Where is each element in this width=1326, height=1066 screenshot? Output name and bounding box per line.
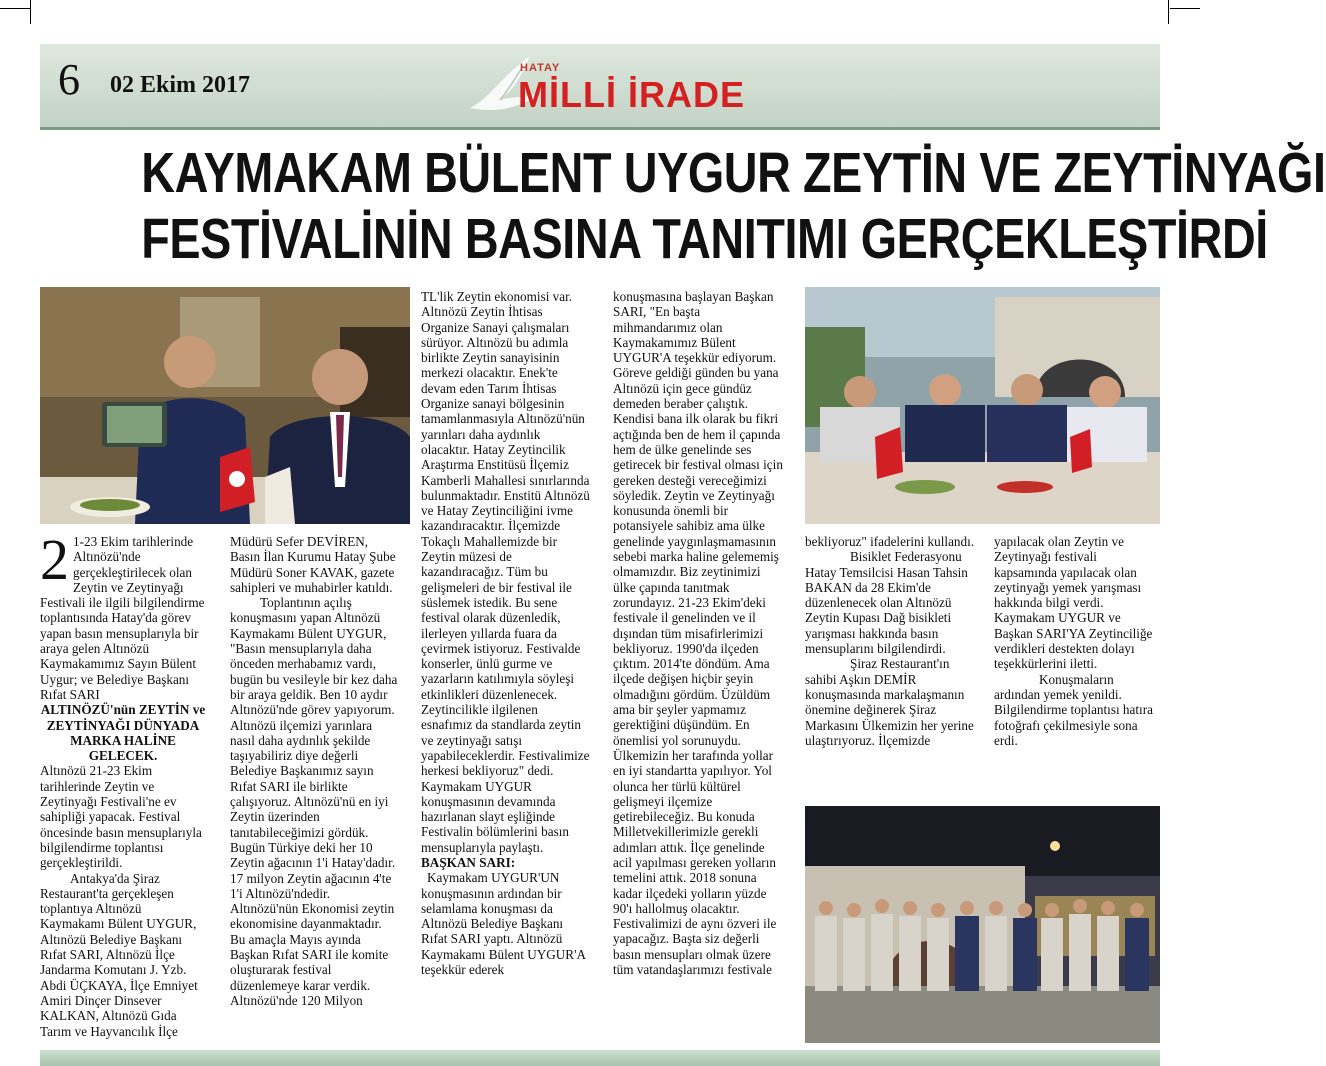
column-3-paragraph-1: TL'lik Zeytin ekonomisi var. Altınözü Zeytin İhtisas Organize Sanayi çalışmaları sürüyor. Altınözü bu adımla birlikte Zeytin sanayisinin merkezi olacaktır. Enek'te devam eden Tarım İhtisas Organize sanayi bölgesinin tamamlanmasıyla Altınözü'nün yarınları daha aydınlık olacaktır. Hatay Zeytincilik Araştırma Enstitüsü İlçemiz Kamberli Mahallesi sınırlarında bulunmaktadır. Enstitü Altınözü ve Hatay Zeytinciliğini ivme kazandıracaktır. İlçemizde Tokaçlı Mahallemizde bir Zeytin müzesi de kazandıracağız. Tüm bu gelişmeleri de bir festival ile süslemek istedik. Bu sene festival olarak düzenledik, ilerleyen yıllarda fuara da çevirmek istiyoruz. Festivalde konserler, ünlü gurme ve yazarların katılımıyla söyleşi etkinlikleri düzenlenecek. Zeytincilikle ilgilenen esnafımız da standlarda zeytin ve zeytinyağı satışı yapabileceklerdir. Festivalimize herkesi bekliyoruz" dedi. Kaymakam UYGUR konuşmasının devamında hazırlanan slayt eşliğinde Festivalin bölümlerini basın mensuplarıyla paylaştı. xyxy=(421,289,590,855)
photo-group-night xyxy=(805,806,1160,1043)
column-4-paragraph-1: konuşmasına başlayan Başkan SARI, "En başta mihmandarımız olan Kaymakamımız Bülent UYGUR'A teşekkür ediyorum. Göreve geldiği günden bu yana Altınözü için gece gündüz demeden beraber çalıştık. Kendisi bana ilk olarak bu fikri açtığında ben de hem il çapında hem de ülke genelinde ses getirecek bir festival olması için gereken desteği vereceğimizi söyledik. Zeytin ve Zeytinyağı konusunda önemli bir potansiyele sahibiz ama ülke genelinde yaygınlaşmamasının sebebi marka haline gelememiş olmamızdır. Biz zeytinimizi ülke çapında tanıtmak zorundayız. 21-23 Ekim'deki festivale il genelinden ve il dışından tüm misafirlerimizi bekliyoruz. 1990'da ilçeden çıktım. 2014'te döndüm. Ama ilçede değişen hiçbir şeyin olmadığını gördüm. Üzüldüm ama bir şeyler yapmamız gerektiğini düşündüm. En önemlisi yol sorunuydu. Ülkemizin her tarafında yollar en iyi standartta yapılıyor. Yol olunca her türlü kültürel gelişmeyi ilçemize getirebileceğiz. Bu konuda Milletvekillerimizle gerekli adımları attık. İlçe genelinde acil yapılması gereken yolların temelini attık. 2018 sonuna kadar ilçedeki yolların yüzde 90'ı hallolmuş olacaktır. Festivalimizi de aynı özveri ile yapacağız. Başta siz değerli basın mensupları olmak üzere tüm vatandaşlarımızı festivale xyxy=(613,289,783,978)
crop-mark xyxy=(1168,0,1169,24)
article-column-3 xyxy=(421,289,591,977)
photo-kaymakam-and-mayor xyxy=(40,287,410,524)
column-1-subhead: ALTINÖZÜ'nün ZEYTİN ve ZEYTİNYAĞI DÜNYADA MARKA HALİNE GELECEK. xyxy=(40,702,206,764)
crop-mark xyxy=(30,0,31,24)
headline-line-1: KAYMAKAM BÜLENT UYGUR ZEYTİN VE ZEYTİNYAĞI xyxy=(141,141,1326,205)
article-column-4 xyxy=(613,289,785,977)
photo-press-meeting-table xyxy=(805,287,1160,524)
column-2-paragraph-1: Müdürü Sefer DEVİREN, Basın İlan Kurumu Hatay Şube Müdürü Soner KAVAK, gazete sahipleri ve muhabirler katıldı. xyxy=(230,534,396,595)
headline-line-2: FESTİVALİNİN BASINA TANITIMI GERÇEKLEŞTİRDİ xyxy=(141,207,1268,271)
column-5-paragraph-1: bekliyoruz" ifadelerini kullandı. xyxy=(805,534,975,549)
article-column-5 xyxy=(805,534,975,748)
article-column-1 xyxy=(40,527,206,1039)
page-number: 6 xyxy=(58,55,80,104)
footer-bar xyxy=(40,1050,1160,1066)
newspaper-logo: MİLLİ İRADE xyxy=(518,74,745,115)
drop-cap: 2 xyxy=(40,527,69,592)
logo-subtitle: HATAY xyxy=(520,62,561,74)
column-6-paragraph-2: Konuşmaların ardından yemek yenildi. Bilgilendirme toplantısı hatıra fotoğrafı çekilmesiyle sona erdi. xyxy=(994,671,1153,748)
headline xyxy=(141,140,1326,272)
column-6-paragraph-1: yapılacak olan Zeytin ve Zeytinyağı festivali kapsamında yapılacak olan zeytinyağı yemek yarışması hakkında bilgi verdi. Kaymakam UYGUR ve Başkan SARI'YA Zeytinciliğe verdikleri destekten dolayı teşekkürlerini iletti. xyxy=(994,534,1153,672)
crop-mark xyxy=(0,8,30,9)
article-column-2 xyxy=(230,534,400,1008)
column-2-paragraph-2: Toplantının açılış konuşmasını yapan Altınözü Kaymakamı Bülent UYGUR, "Basın mensuplarıyla daha önceden merhabamız vardı, bugün bu vesileyle bir kez daha bir araya geldik. Ben 10 aydır Altınözü'nde görev yapıyorum. Altınözü ilçemizi yarınlara nasıl daha aydınlık şekilde taşıyabiliriz diye değerli Belediye Başkanımız sayın Rıfat SARI ile birlikte çalışıyoruz. Altınözü'nü en iyi Zeytin üzerinden tanıtabileceğimizi gördük. Bugün Türkiye deki her 10 Zeytin ağacının 1'i Hatay'dadır. 17 milyon Zeytin ağacının 4'te 1'i Altınözü'ndedir. Altınözü'nün Ekonomisi zeytin ekonomisine dayanmaktadır. Bu amaçla Mayıs ayında Başkan Rıfat SARI ile komite oluşturarak festival düzenlemeye karar verdik. Altınözü'nde 120 Milyon xyxy=(230,595,398,1008)
column-5-paragraph-3: Şiraz Restaurant'ın sahibi Aşkın DEMİR konuşmasında markalaşmanın önemine değinerek Şiraz Markasını Ülkemizin her yerine ulaştırıyoruz. İlçemizde xyxy=(805,656,974,748)
column-1-paragraph-2: Altınözü 21-23 Ekim tarihlerinde Zeytin ve Zeytinyağı Festivali'ne ev sahipliği yapacak. Festival öncesinde basın mensuplarıyla bilgilendirme toplantısı gerçekleştirildi. xyxy=(40,763,202,871)
column-1-paragraph-3: Antakya'da Şiraz Restaurant'ta gerçekleşen toplantıya Altınözü Kaymakamı Bülent UYGUR, Altınözü Belediye Başkanı Rıfat SARI, Altınözü İlçe Jandarma Komutanı J. Yzb. Abdi ÜÇKAYA, İlçe Emniyet Amiri Dinçer Dinsever KALKAN, Altınözü Gıda Tarım ve Hayvancılık İlçe xyxy=(40,870,198,1039)
column-5-paragraph-2: Bisiklet Federasyonu Hatay Temsilcisi Hasan Tahsin BAKAN da 28 Ekim'de düzenlenecek olan Altınözü Zeytin Kupası Dağ bisikleti yarışması hakkında basın mensuplarını bilgilendirdi. xyxy=(805,549,968,657)
article-column-6 xyxy=(994,534,1160,748)
issue-date: 02 Ekim 2017 xyxy=(110,72,251,98)
column-3-paragraph-2: Kaymakam UYGUR'UN konuşmasının ardından bir selamlama konuşması da Altınözü Belediye Başkanı Rıfat SARI yaptı. Altınözü Kaymakamı Bülent UYGUR'A teşekkür ederek xyxy=(421,870,586,978)
column-3-subhead: BAŞKAN SARI: xyxy=(421,854,516,870)
crop-mark xyxy=(1170,8,1200,9)
column-1-lead: 1-23 Ekim tarihlerinde Altınözü'nde gerçekleştirilecek olan Zeytin ve Zeytinyağı Festivali ile ilgili bilgilendirme toplantısında Hatay'da görev yapan basın mensuplarıyla bir araya gelen Altınözü Kaymakamımız Sayın Bülent Uygur; ve Belediye Başkanı Rıfat SARI xyxy=(40,534,205,702)
page-header xyxy=(40,44,1160,130)
